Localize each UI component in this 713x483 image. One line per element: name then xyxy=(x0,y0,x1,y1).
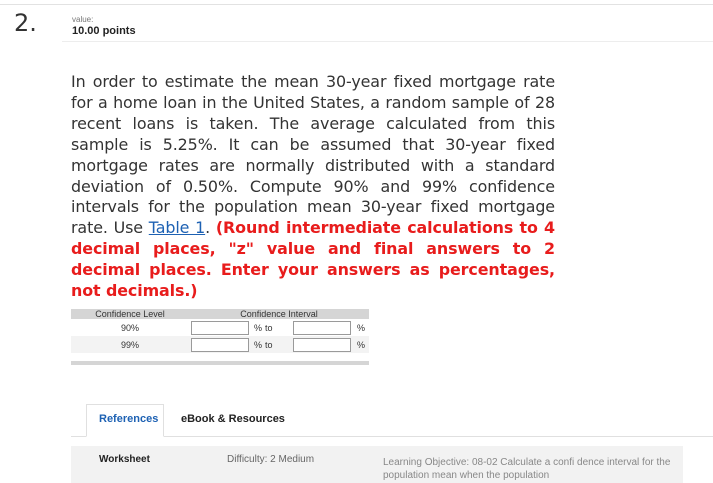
header-confidence-interval: Confidence Interval xyxy=(189,309,369,319)
tab-divider xyxy=(71,436,713,437)
percent-sign: % xyxy=(353,319,369,336)
table-bottom-bar xyxy=(71,361,369,365)
table-1-link[interactable]: Table 1 xyxy=(148,218,206,238)
percent-sign: % xyxy=(251,336,265,353)
learning-objective: Learning Objective: 08-02 Calculate a confi dence interval for the population mean when the population xyxy=(383,457,671,481)
value-label: value: xyxy=(72,15,94,24)
percent-sign: % xyxy=(353,336,369,353)
lower-bound-input-90[interactable] xyxy=(191,321,249,335)
lower-bound-input-99[interactable] xyxy=(191,338,249,352)
question-text xyxy=(71,72,555,302)
question-body: In order to estimate the mean 30-year fixed mortgage rate for a home loan in the United States, a random sample of 28 recent loans is taken. The average calculated from this sample is 5.25%. It can be assumed that 30-year fixed mortgage rates are normally distributed with a standard deviation of 0.50%. Compute 90% and 99% confidence intervals for the population mean 30-year fixed mortgage rate. Use xyxy=(71,72,555,238)
points-value: 10.00 points xyxy=(72,25,136,37)
reference-type: Worksheet xyxy=(99,454,150,465)
to-label: to xyxy=(265,319,291,336)
tab-ebook-resources[interactable]: eBook & Resources xyxy=(181,413,285,425)
tab-references[interactable]: References xyxy=(99,413,159,425)
header-divider xyxy=(62,41,713,42)
confidence-level-cell: 99% xyxy=(71,336,189,353)
table-row xyxy=(71,319,369,336)
to-label: to xyxy=(265,336,291,353)
difficulty-label: Difficulty: 2 Medium xyxy=(227,454,315,465)
question-period: . xyxy=(205,218,216,238)
table-row xyxy=(71,336,369,353)
percent-sign: % xyxy=(251,319,265,336)
table-header-row xyxy=(71,309,369,319)
top-divider xyxy=(0,4,713,5)
question-number: 2. xyxy=(14,9,37,37)
upper-bound-input-99[interactable] xyxy=(293,338,351,352)
confidence-level-cell: 90% xyxy=(71,319,189,336)
rounding-instruction: (Round intermediate calculations to 4 decimal places, "z" value and final answers to 2 decimal places. Enter your answers as percentages, not decimals.) xyxy=(71,218,556,301)
confidence-interval-table xyxy=(71,309,369,353)
upper-bound-input-90[interactable] xyxy=(293,321,351,335)
header-confidence-level: Confidence Level xyxy=(71,309,189,319)
